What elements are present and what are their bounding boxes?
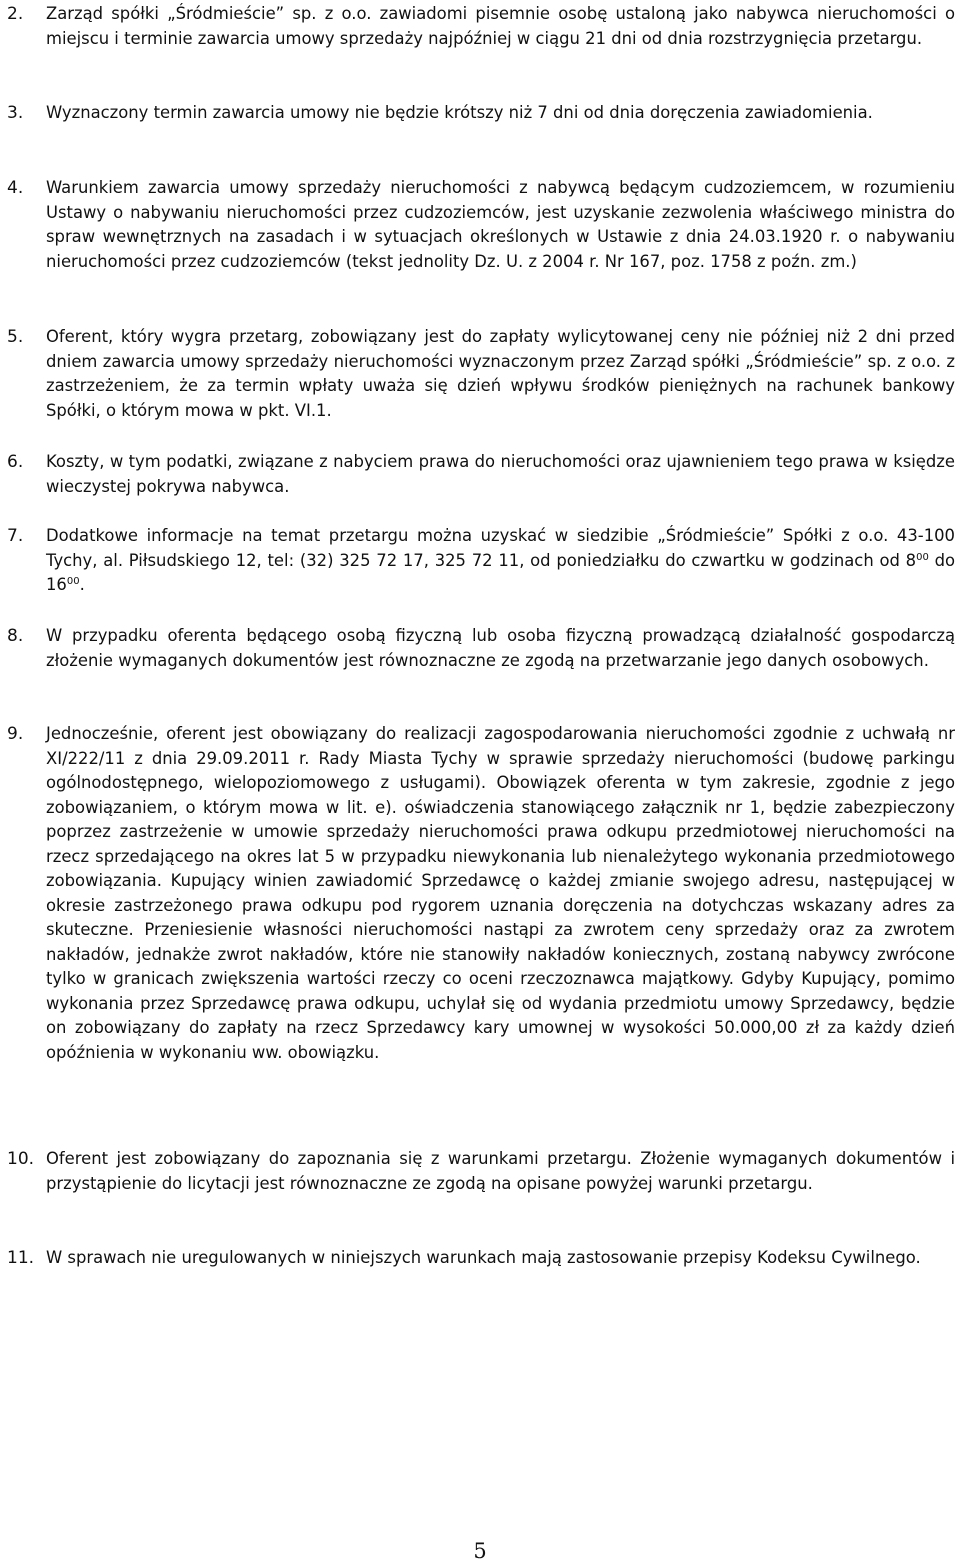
page-number: 5 <box>473 1539 487 1563</box>
item-text <box>46 524 960 598</box>
item-text: Jednocześnie, oferent jest obowiązany do realizacji zagospodarowania nieruchomości zgodnie z uchwałą nr XI/222/11 z dnia 29.09.2011 r. Rady Miasta Tychy w sprawie sprzedaży nieruchomości (budowę parkingu ogólnodostępnego, wielopoziomowego z usługami). Obowiązek oferenta w tym zakresie, zgodnie z jego zobowiązaniem, o którym mowa w lit. e). oświadczenia stanowiącego załącznik nr 1, będzie zabezpieczony poprzez zastrzeżenie w umowie sprzedaży nieruchomości prawa odkupu przedmiotowej nieruchomości na rzecz sprzedającego na okres lat 5 w przypadku niewykonania lub nienależytego wykonania przedmiotowego zobowiązania. Kupujący winien zawiadomić Sprzedawcę o każdej zmianie swojego adresu, następującej w okresie zastrzeżonego prawa odkupu pod rygorem uznania doręczenia na dotychczas wskazany adres za skuteczne. Przeniesienie własności nieruchomości nastąpi za zwrotem ceny sprzedaży oraz za zwrotem nakładów, jednakże zwrot nakładów, które nie stanowiły nakładów koniecznych, zostaną nabywcy zwrócone tylko w granicach zwiększenia wartości rzeczy co oceni rzeczoznawca majątkowy. Gdyby Kupujący, pomimo wykonania przez Sprzedawcę prawa odkupu, uchylał się od wydania przedmiotu umowy Sprzedawcy, będzie on zobowiązany do zapłaty na rzecz Sprzedawcy kary umownej w wysokości 50.000,00 zł za każdy dzień opóźnienia w wykonaniu ww. obowiązku. <box>46 724 960 1062</box>
list-item-6 <box>7 450 960 499</box>
item-text: Oferent, który wygra przetarg, zobowiązany jest do zapłaty wylicytowanej ceny nie później niż 2 dni przed dniem zawarcia umowy sprzedaży nieruchomości wyznaczonym przez Zarząd spółki „Śródmieście” sp. z o.o. z zastrzeżeniem, że za termin wpłaty uważa się dzień wpływu środków pieniężnych na rachunek bankowy Spółki, o którym mowa w pkt. VI.1. <box>46 327 960 420</box>
list-item-9 <box>7 722 960 1065</box>
item-text: Wyznaczony termin zawarcia umowy nie będzie krótszy niż 7 dni od dnia doręczenia zawiadomienia. <box>46 103 873 122</box>
list-item-11 <box>7 1246 955 1271</box>
list-item-2 <box>7 2 960 51</box>
list-item-8 <box>7 624 960 673</box>
item-text: Zarząd spółki „Śródmieście” sp. z o.o. zawiadomi pisemnie osobę ustaloną jako nabywca nieruchomości o miejscu i terminie zawarcia umowy sprzedaży najpóźniej w ciągu 21 dni od dnia rozstrzygnięcia przetargu. <box>46 4 960 48</box>
item-text: Oferent jest zobowiązany do zapoznania się z warunkami przetargu. Złożenie wymaganych dokumentów i przystąpienie do licytacji jest równoznaczne ze zgodą na opisane powyżej warunki przetargu. <box>46 1149 960 1193</box>
hour-superscript: 00 <box>916 551 929 563</box>
list-item-4 <box>7 176 960 274</box>
item-text: Warunkiem zawarcia umowy sprzedaży nieruchomości z nabywcą będącym cudzoziemcem, w rozumieniu Ustawy o nabywaniu nieruchomości przez cudzoziemców, jest uzyskanie zezwolenia właściwego ministra do spraw wewnętrznych na zasadach i w sytuacjach określonych w Ustawie z dnia 24.03.1920 r. o nabywaniu nieruchomości przez cudzoziemców (tekst jednolity Dz. U. z 2004 r. Nr 167, poz. 1758 z poźn. zm.) <box>46 178 960 271</box>
item-text-end: . <box>79 575 85 594</box>
item-number: 3. <box>7 103 24 123</box>
item-text: W sprawach nie uregulowanych w niniejszych warunkach mają zastosowanie przepisy Kodeksu Cywilnego. <box>46 1248 921 1267</box>
item-number: 6. <box>7 452 24 472</box>
list-item-3 <box>7 101 955 126</box>
list-item-10 <box>7 1147 960 1196</box>
hour-superscript: 00 <box>66 576 80 587</box>
item-number: 4. <box>7 178 24 198</box>
item-text-main: Dodatkowe informacje na temat przetargu można uzyskać w siedzibie „Śródmieście” Spółki z o.o. 43-100 Tychy, al. Piłsudskiego 12, tel: (32) 325 72 17, 325 72 11, od poniedziałku do czwartku w godzinach od 8 <box>46 526 960 570</box>
item-number: 9. <box>7 724 24 744</box>
item-text: Koszty, w tym podatki, związane z nabyciem prawa do nieruchomości oraz ujawnieniem tego prawa w księdze wieczystej pokrywa nabywca. <box>46 452 960 496</box>
item-number: 8. <box>7 626 24 646</box>
item-number: 7. <box>7 526 24 546</box>
item-number: 10. <box>7 1149 35 1169</box>
item-number: 11. <box>7 1248 35 1268</box>
list-item-5 <box>7 325 960 423</box>
item-number: 2. <box>7 4 24 24</box>
item-number: 5. <box>7 327 24 347</box>
list-item-7 <box>7 524 960 598</box>
item-text-mid: do 16 <box>46 550 960 594</box>
item-text: W przypadku oferenta będącego osobą fizyczną lub osoba fizyczną prowadzącą działalność gospodarczą złożenie wymaganych dokumentów jest równoznaczne ze zgodą na przetwarzanie jego danych osobowych. <box>46 626 960 670</box>
